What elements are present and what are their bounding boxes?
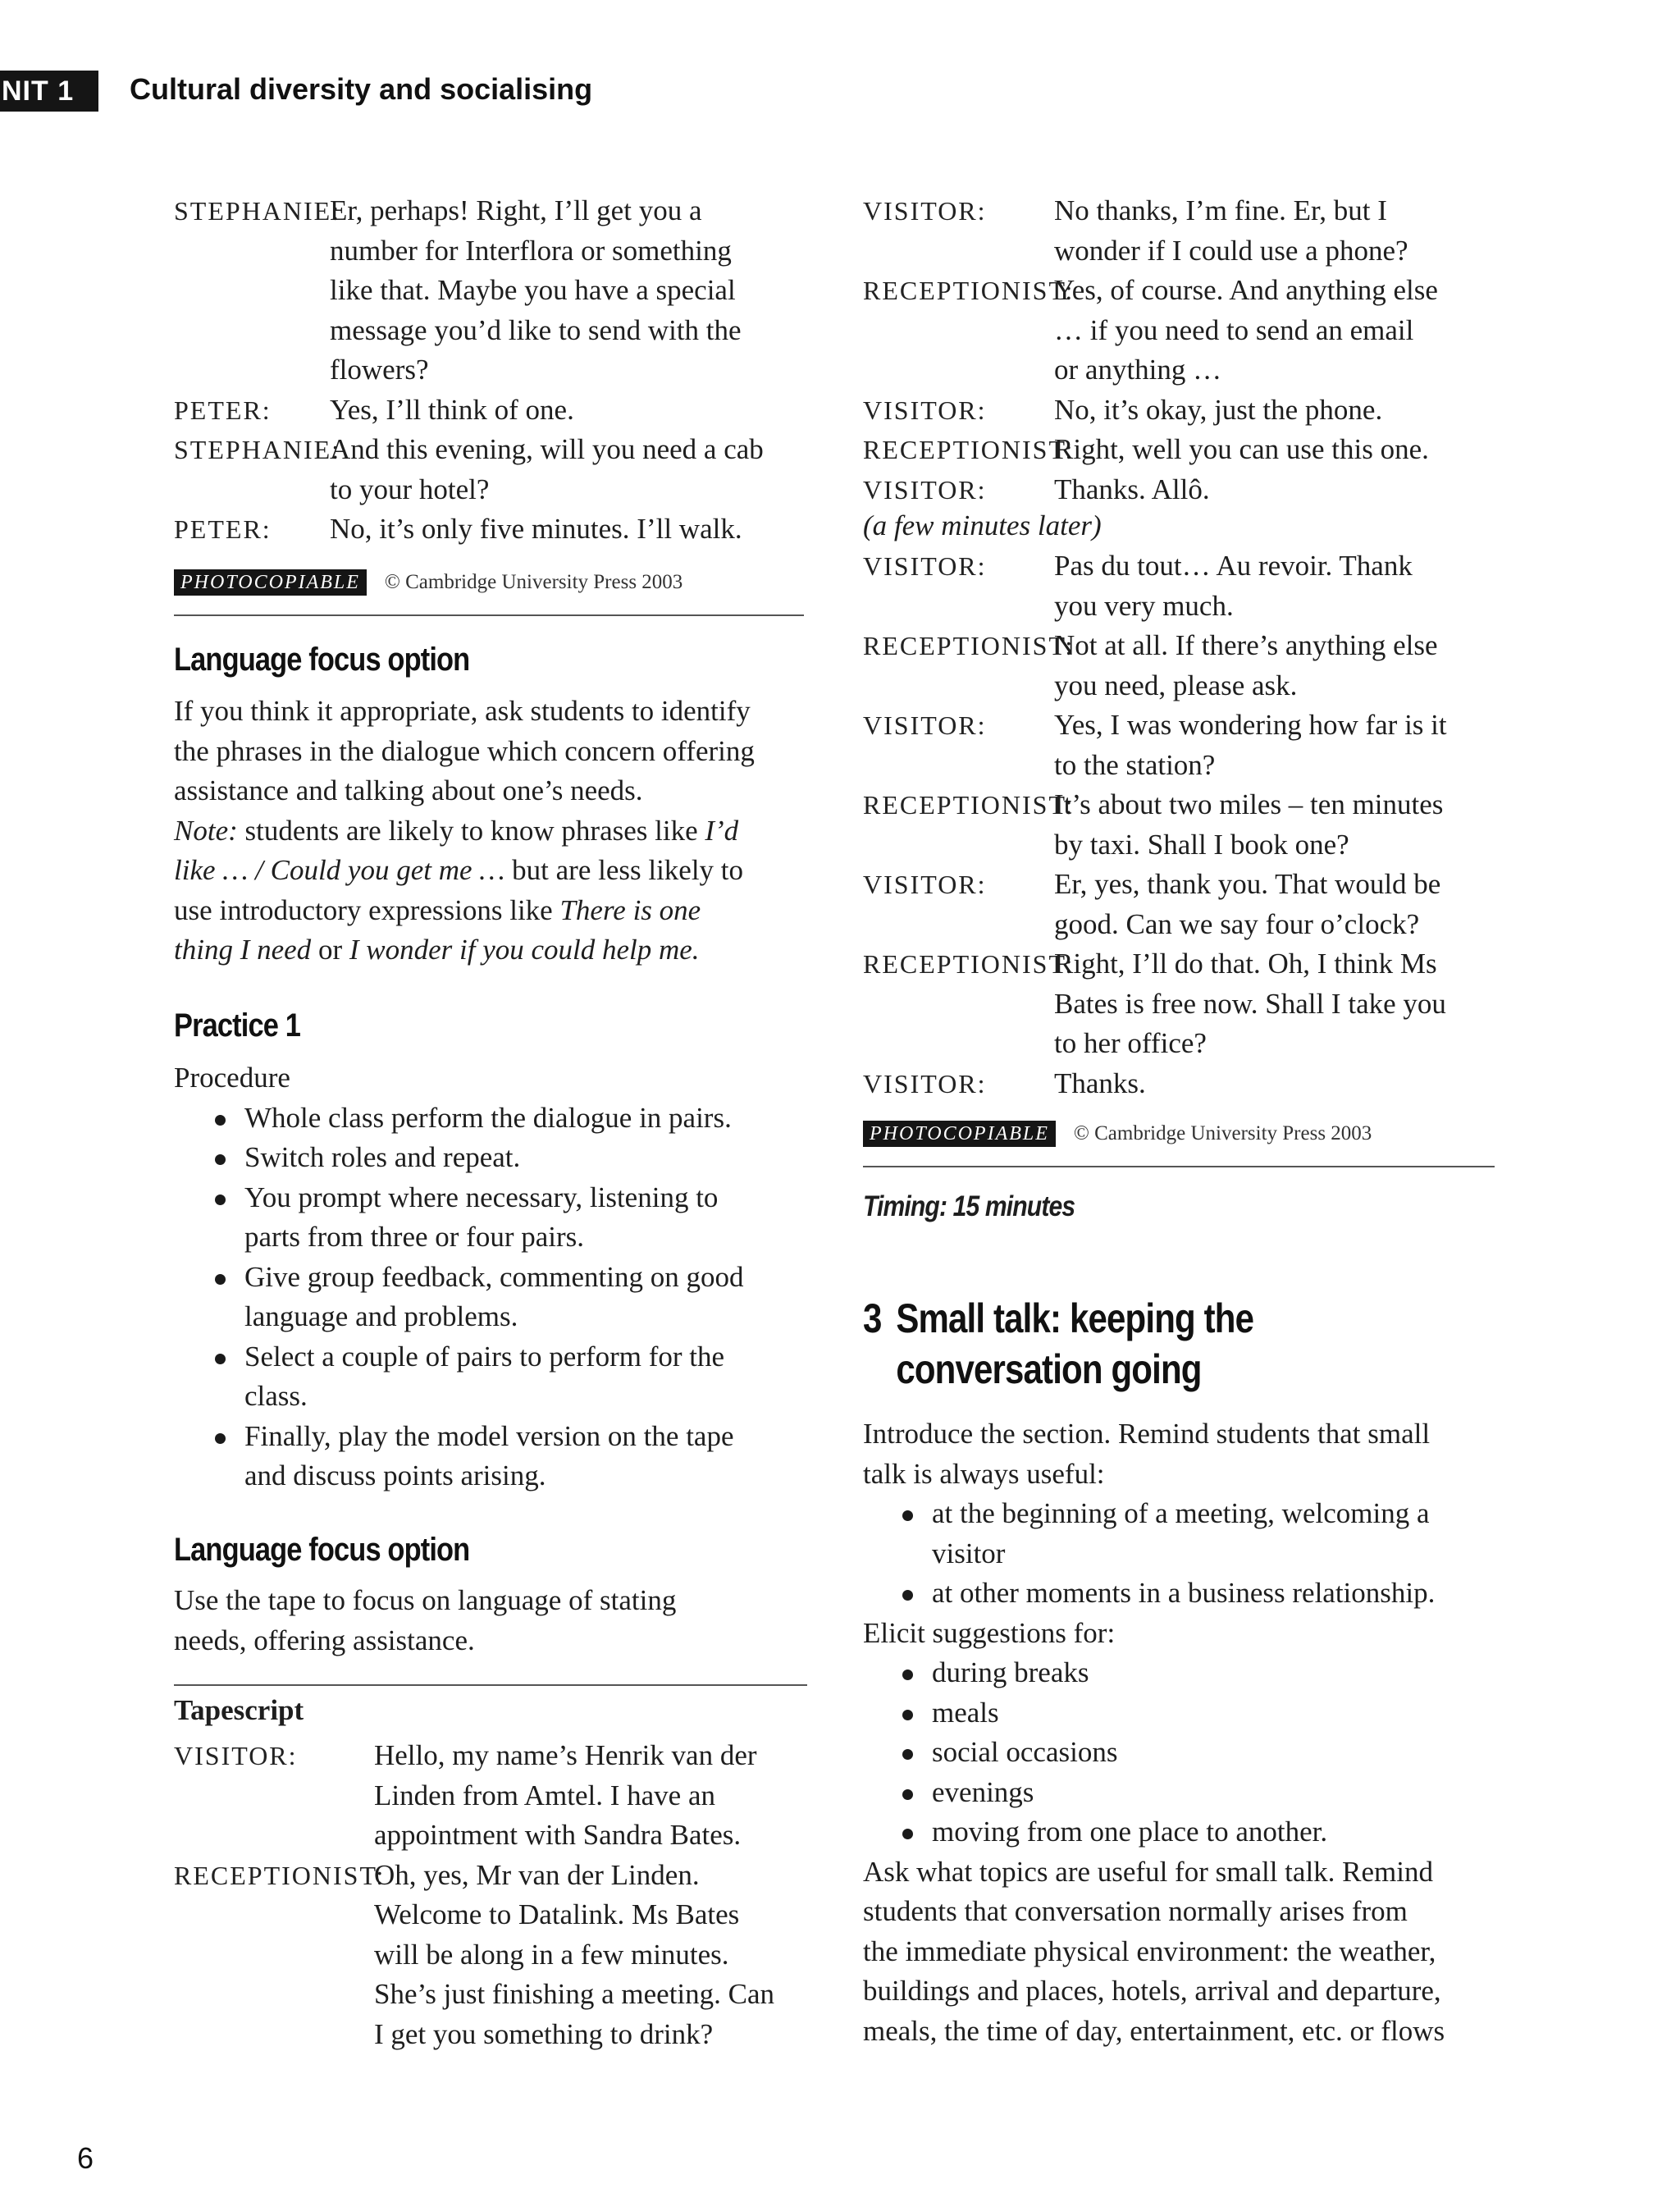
dialogue-line — [863, 546, 1503, 626]
dialogue-line — [863, 430, 1503, 470]
utterance-line: will be along in a few minutes. — [374, 1938, 729, 1971]
bullet-item — [174, 1337, 810, 1417]
speaker-label: RECEPTIONIST: — [863, 790, 1075, 820]
bullet-item — [863, 1733, 1503, 1773]
speaker-label: VISITOR: — [863, 551, 987, 581]
utterance-line: Thanks. Allô. — [1054, 473, 1210, 505]
utterance-line: or anything … — [1054, 354, 1222, 386]
utterance — [1054, 944, 1503, 1064]
dialogue-line — [174, 430, 810, 509]
bullet-icon — [215, 1274, 226, 1285]
text-line: If you think it appropriate, ask students to identify — [174, 695, 751, 727]
bullet-icon — [902, 1590, 913, 1601]
bullet-item — [863, 1574, 1503, 1614]
utterance-line: Thanks. — [1054, 1067, 1146, 1099]
photocopiable-notice — [174, 566, 810, 599]
useful-bullets — [863, 1494, 1503, 1614]
text-line: Use the tape to focus on language of stating — [174, 1584, 677, 1616]
utterance-line: wonder if I could use a phone? — [1054, 234, 1408, 267]
bullet-icon — [902, 1749, 913, 1760]
bullet-line: Finally, play the model version on the tape — [244, 1419, 734, 1452]
bullet-icon — [902, 1829, 913, 1839]
note-text: but are less likely to — [504, 854, 744, 886]
utterance-line: Yes, I’ll think of one. — [330, 393, 574, 426]
language-focus-2-text — [174, 1581, 810, 1660]
text-line: the immediate physical environment: the weather, — [863, 1934, 1436, 1967]
divider — [174, 1684, 807, 1686]
utterance-line: Linden from Amtel. I have an — [374, 1779, 715, 1811]
dialogue-line — [174, 509, 810, 550]
elicit-bullets — [863, 1653, 1503, 1852]
utterance — [1054, 706, 1503, 785]
speaker-label: PETER: — [174, 395, 272, 425]
utterance — [374, 1856, 810, 2055]
text-line: Ask what topics are useful for small talk. Remind — [863, 1855, 1433, 1888]
bullet-item — [174, 1138, 810, 1178]
dialogue-line — [174, 391, 810, 431]
stage-direction: (a few minutes later) — [863, 509, 1102, 541]
utterance-line: good. Can we say four o’clock? — [1054, 907, 1420, 940]
bullet-icon — [215, 1354, 226, 1364]
note-line-3 — [174, 891, 810, 931]
section-title-line-2: conversation going — [896, 1346, 1202, 1392]
speaker-label: VISITOR: — [174, 1741, 298, 1770]
bullet-line: meals — [932, 1696, 999, 1729]
utterance-line: Er, yes, thank you. That would be — [1054, 868, 1441, 900]
dialogue-a — [863, 191, 1503, 509]
utterance-line: by taxi. Shall I book one? — [1054, 828, 1349, 861]
note-label: Note: — [174, 814, 238, 847]
utterance — [1054, 1064, 1503, 1104]
speaker-label: STEPHANIE: — [174, 196, 341, 226]
bullet-icon — [902, 1789, 913, 1800]
utterance-line: to her office? — [1054, 1027, 1207, 1059]
section-heading — [863, 1293, 1253, 1395]
speaker-label: VISITOR: — [863, 474, 987, 505]
bullet-line: Switch roles and repeat. — [244, 1141, 521, 1173]
speaker-label: VISITOR: — [863, 870, 987, 899]
speaker-label: RECEPTIONIST: — [863, 949, 1075, 979]
utterance — [330, 430, 810, 509]
bullet-line: social occasions — [932, 1736, 1118, 1768]
bullet-line: parts from three or four pairs. — [244, 1221, 585, 1253]
note-example: like … / Could you get me … — [174, 854, 505, 886]
speaker-label: RECEPTIONIST: — [863, 435, 1075, 464]
utterance-line: Yes, I was wondering how far is it — [1054, 709, 1447, 741]
bullet-line: Select a couple of pairs to perform for the — [244, 1340, 725, 1373]
utterance-line: Hello, my name’s Henrik van der — [374, 1739, 757, 1771]
dialogue-line — [863, 785, 1503, 865]
divider — [863, 1166, 1495, 1167]
dialogue-line — [174, 1736, 810, 1856]
bullet-line: at the beginning of a meeting, welcoming a — [932, 1497, 1430, 1529]
dialogue-line — [863, 626, 1503, 706]
bullet-item — [863, 1693, 1503, 1733]
utterance-line: message you’d like to send with the — [330, 313, 742, 346]
bullet-line: You prompt where necessary, listening to — [244, 1181, 719, 1213]
text-line: assistance and talking about one’s needs. — [174, 774, 643, 806]
photocopiable-badge: PHOTOCOPIABLE — [863, 1121, 1056, 1147]
utterance-line: to your hotel? — [330, 473, 490, 505]
utterance-line: you need, please ask. — [1054, 669, 1298, 701]
speaker-label: RECEPTIONIST: — [863, 631, 1075, 660]
note-line-4 — [174, 930, 810, 971]
utterance-line: to the station? — [1054, 748, 1216, 781]
utterance-line: No thanks, I’m fine. Er, but I — [1054, 194, 1387, 226]
unit-title: Cultural diversity and socialising — [130, 72, 593, 106]
divider — [174, 614, 804, 616]
bullet-icon — [215, 1115, 226, 1126]
tapescript-title: Tapescript — [174, 1694, 304, 1726]
utterance-line: Not at all. If there’s anything else — [1054, 629, 1438, 661]
bullet-item — [863, 1653, 1503, 1693]
utterance — [374, 1736, 810, 1856]
bullet-line: Give group feedback, commenting on good — [244, 1260, 744, 1293]
bullet-icon — [902, 1710, 913, 1720]
speaker-label: STEPHANIE: — [174, 435, 341, 464]
bullet-icon — [215, 1194, 226, 1205]
bullet-line: during breaks — [932, 1656, 1089, 1688]
bullet-line: visitor — [932, 1537, 1006, 1569]
note-line-1 — [174, 811, 810, 852]
note-example: I wonder if you could help me. — [349, 934, 700, 966]
elicit-label: Elicit suggestions for: — [863, 1616, 1116, 1649]
bullet-icon — [902, 1670, 913, 1680]
utterance-line: … if you need to send an email — [1054, 313, 1414, 346]
copyright-text: © Cambridge University Press 2003 — [384, 571, 683, 593]
utterance-line: And this evening, will you need a cab — [330, 433, 764, 465]
note-example: There is one — [559, 893, 701, 926]
utterance-line: It’s about two miles – ten minutes — [1054, 788, 1444, 820]
bullet-item — [174, 1417, 810, 1496]
page-number: 6 — [77, 2141, 94, 2175]
dialogue-line — [863, 944, 1503, 1064]
text-line: meals, the time of day, entertainment, etc. or flows — [863, 2014, 1445, 2047]
bullet-line: Whole class perform the dialogue in pairs. — [244, 1101, 732, 1134]
text-line: students that conversation normally arises from — [863, 1895, 1408, 1927]
dialogue-line — [863, 191, 1503, 271]
note-text: or — [311, 934, 349, 966]
speaker-label: RECEPTIONIST: — [174, 1860, 386, 1890]
utterance-line: flowers? — [330, 354, 429, 386]
dialogue-line — [863, 470, 1503, 510]
utterance — [1054, 546, 1503, 626]
bullet-item — [863, 1494, 1503, 1574]
practice-bullets — [174, 1099, 810, 1496]
dialogue-line — [174, 191, 810, 391]
bullet-line: at other moments in a business relationship. — [932, 1577, 1436, 1609]
utterance-line: No, it’s only five minutes. I’ll walk. — [330, 513, 742, 545]
photocopiable-badge: PHOTOCOPIABLE — [174, 569, 367, 596]
utterance — [1054, 191, 1503, 271]
bullet-item — [174, 1258, 810, 1337]
text-line: needs, offering assistance. — [174, 1624, 475, 1656]
speaker-label: VISITOR: — [863, 196, 987, 226]
speaker-label: VISITOR: — [863, 1068, 987, 1099]
procedure-label: Procedure — [174, 1062, 290, 1094]
utterance — [1054, 626, 1503, 706]
dialogue-top — [174, 191, 810, 550]
utterance-line: Welcome to Datalink. Ms Bates — [374, 1898, 740, 1930]
speaker-label: PETER: — [174, 514, 272, 544]
speaker-label: VISITOR: — [863, 395, 987, 425]
bullet-icon — [215, 1154, 226, 1165]
utterance — [1054, 391, 1503, 431]
note-example: thing I need — [174, 934, 312, 966]
utterance-line: Right, well you can use this one. — [1054, 433, 1429, 465]
practice-section — [174, 1058, 810, 1496]
photocopiable-notice — [863, 1117, 1503, 1150]
dialogue-line — [863, 271, 1503, 391]
utterance — [1054, 470, 1503, 510]
section-title-line-1: Small talk: keeping the — [896, 1295, 1254, 1341]
text-line: Introduce the section. Remind students that small — [863, 1418, 1431, 1450]
note-example: I’d — [705, 814, 739, 847]
bullet-line: moving from one place to another. — [932, 1816, 1328, 1848]
utterance-line: Er, perhaps! Right, I’ll get you a — [330, 194, 702, 226]
speaker-label: RECEPTIONIST: — [863, 276, 1075, 305]
bullet-line: and discuss points arising. — [244, 1459, 546, 1491]
utterance — [330, 191, 810, 391]
utterance — [330, 509, 810, 550]
utterance-line: I get you something to drink? — [374, 2017, 714, 2050]
utterance-line: Bates is free now. Shall I take you — [1054, 987, 1446, 1020]
utterance-line: Pas du tout… Au revoir. Thank — [1054, 550, 1413, 582]
speaker-label: VISITOR: — [863, 710, 987, 740]
text-line: talk is always useful: — [863, 1457, 1105, 1490]
utterance — [1054, 785, 1503, 865]
utterance-line: like that. Maybe you have a special — [330, 274, 736, 306]
utterance — [1054, 865, 1503, 944]
utterance-line: Yes, of course. And anything else — [1054, 274, 1438, 306]
language-focus-text — [174, 692, 810, 971]
timing: Timing: 15 minutes — [863, 1190, 1075, 1222]
utterance-line: She’s just finishing a meeting. Can — [374, 1978, 775, 2010]
bullet-item — [174, 1099, 810, 1139]
bullet-line: class. — [244, 1380, 308, 1412]
unit-tab: NIT 1 — [0, 71, 98, 112]
practice-heading: Practice 1 — [174, 1007, 300, 1044]
dialogue-b — [863, 546, 1503, 1103]
utterance — [330, 391, 810, 431]
bullet-item — [863, 1773, 1503, 1813]
copyright-text: © Cambridge University Press 2003 — [1073, 1122, 1372, 1144]
utterance-line: number for Interflora or something — [330, 234, 732, 267]
bullet-item — [863, 1812, 1503, 1852]
utterance-line: Right, I’ll do that. Oh, I think Ms — [1054, 948, 1437, 980]
note-text: use introductory expressions like — [174, 893, 560, 926]
language-focus-heading-2: Language focus option — [174, 1532, 470, 1568]
utterance-line: appointment with Sandra Bates. — [374, 1819, 742, 1851]
dialogue-line — [174, 1856, 810, 2055]
dialogue-line — [863, 865, 1503, 944]
utterance-line: Oh, yes, Mr van der Linden. — [374, 1858, 700, 1891]
utterance-line: you very much. — [1054, 589, 1234, 622]
utterance-line: No, it’s okay, just the phone. — [1054, 393, 1383, 426]
bullet-line: language and problems. — [244, 1300, 518, 1332]
note-line-2 — [174, 851, 810, 891]
bullet-line: evenings — [932, 1775, 1034, 1808]
bullet-icon — [215, 1433, 226, 1444]
language-focus-heading: Language focus option — [174, 642, 470, 678]
dialogue-line — [863, 706, 1503, 785]
bullet-icon — [902, 1510, 913, 1521]
utterance — [1054, 271, 1503, 391]
section-body — [863, 1414, 1503, 2051]
dialogue-line — [863, 391, 1503, 431]
utterance — [1054, 430, 1503, 470]
text-line: the phrases in the dialogue which concern offering — [174, 734, 755, 767]
section-number: 3 — [863, 1295, 882, 1341]
dialogue-line — [863, 1064, 1503, 1104]
bullet-item — [174, 1178, 810, 1258]
note-text: students are likely to know phrases like — [237, 814, 705, 847]
tapescript — [174, 1736, 810, 2054]
text-line: buildings and places, hotels, arrival and departure, — [863, 1975, 1441, 2007]
